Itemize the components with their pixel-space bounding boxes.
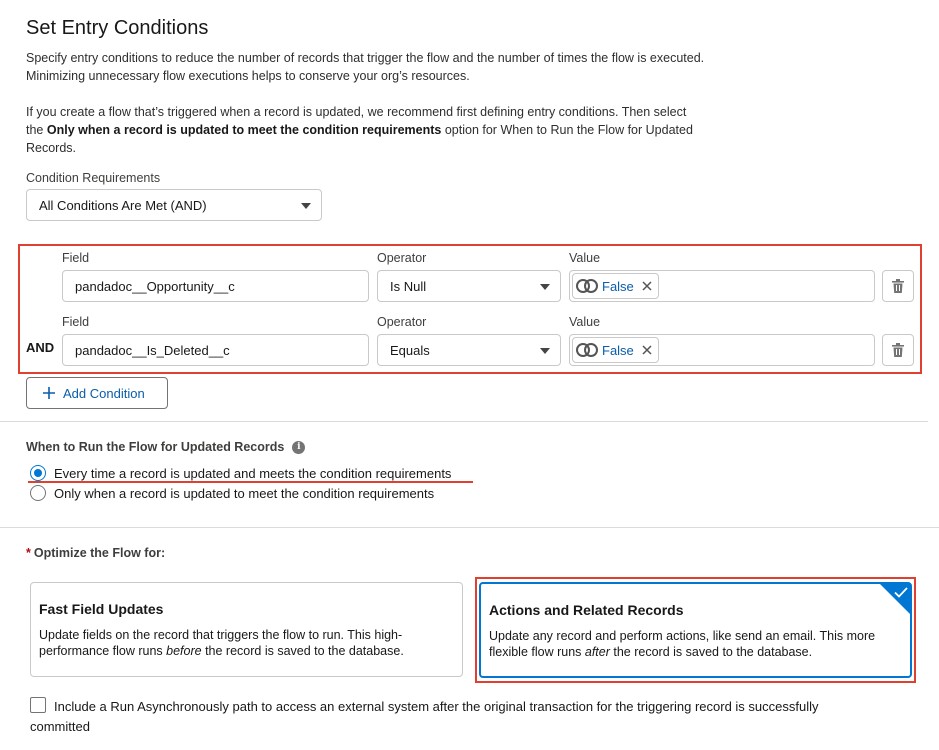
condition-2-operator-value: Equals xyxy=(390,342,430,358)
condition-requirements-select[interactable] xyxy=(26,189,322,221)
recommendation-text-bold: Only when a record is updated to meet the condition requirements xyxy=(46,123,442,137)
condition-requirements-value: All Conditions Are Met (AND) xyxy=(39,197,207,213)
annotation-underline xyxy=(28,481,473,483)
condition-2-field-input[interactable] xyxy=(62,334,369,366)
intro-paragraph: Specify entry conditions to reduce the number of records that trigger the flow and the number of times the flow is executed. Minimizing unnecessary flow executions helps to conserve your org’s resources. xyxy=(26,51,705,83)
condition-2-operator-label: Operator xyxy=(377,315,427,329)
async-checkbox-label: Include a Run Asynchronously path to access an external system after the original transaction for the triggering record is successfully committed xyxy=(30,699,819,734)
caret-down-icon xyxy=(540,348,550,354)
condition-2-value-pill xyxy=(572,337,659,363)
caret-down-icon xyxy=(540,284,550,290)
condition-1-operator-value: Is Null xyxy=(390,278,427,294)
when-to-run-option-1[interactable] xyxy=(30,465,451,481)
condition-2-delete-button[interactable] xyxy=(882,334,914,366)
when-to-run-option-2-label: Only when a record is updated to meet the condition requirements xyxy=(54,485,435,501)
info-icon[interactable]: i xyxy=(292,441,305,454)
required-mark: * xyxy=(26,546,31,560)
condition-1-value-label: Value xyxy=(569,251,601,265)
when-to-run-header xyxy=(26,440,305,454)
card-text-part: Update any record and perform actions, like send an email. This more flexible flow runs xyxy=(489,629,876,659)
boolean-resource-icon xyxy=(576,342,598,358)
optimize-label: Optimize the Flow for: xyxy=(33,546,166,560)
optimize-card-description xyxy=(39,628,454,659)
condition-1-operator-label: Operator xyxy=(377,251,427,265)
condition-1-value-input[interactable] xyxy=(569,270,875,302)
condition-2-value-input[interactable] xyxy=(569,334,875,366)
condition-1-value-pill-label: False xyxy=(602,278,634,294)
card-text-part: the record is saved to the database. xyxy=(609,644,813,659)
condition-2-operator-select[interactable] xyxy=(377,334,561,366)
condition-logic-label: AND xyxy=(26,340,55,355)
optimize-card-title: Actions and Related Records xyxy=(489,602,684,618)
close-icon[interactable] xyxy=(642,281,652,291)
condition-1-delete-button[interactable] xyxy=(882,270,914,302)
condition-2-field-label: Field xyxy=(62,315,90,329)
condition-2-field-value: pandadoc__Is_Deleted__c xyxy=(75,342,230,358)
trash-icon xyxy=(892,279,904,293)
section-divider xyxy=(0,527,939,528)
optimize-card-description xyxy=(489,629,902,660)
add-condition-label: Add Condition xyxy=(63,385,145,401)
condition-1-field-label: Field xyxy=(62,251,90,265)
card-text-part: Update fields on the record that triggers the flow to run. This high-performance flow runs xyxy=(39,628,403,658)
when-to-run-option-1-label: Every time a record is updated and meets the condition requirements xyxy=(54,465,452,481)
caret-down-icon xyxy=(301,203,311,209)
card-text-emphasis: before xyxy=(166,643,202,658)
boolean-resource-icon xyxy=(576,278,598,294)
recommendation-text-before: If you create a flow that’s triggered when a record is updated, we recommend first defining entry conditions. Then select the xyxy=(26,105,687,137)
optimize-label-row xyxy=(26,546,165,560)
condition-1-operator-select[interactable] xyxy=(377,270,561,302)
page-title: Set Entry Conditions xyxy=(26,17,209,39)
trash-icon xyxy=(892,343,904,357)
section-divider xyxy=(0,421,928,422)
condition-1-value-pill xyxy=(572,273,659,299)
card-text-part: the record is saved to the database. xyxy=(201,643,404,658)
recommendation-paragraph xyxy=(26,103,706,157)
condition-1-field-value: pandadoc__Opportunity__c xyxy=(75,278,235,294)
check-icon xyxy=(894,587,908,598)
condition-2-value-pill-label: False xyxy=(602,342,634,358)
close-icon[interactable] xyxy=(642,345,652,355)
add-condition-button[interactable] xyxy=(26,377,168,409)
radio-unselected[interactable] xyxy=(30,485,46,501)
when-to-run-option-2[interactable] xyxy=(30,485,434,501)
condition-2-value-label: Value xyxy=(569,315,601,329)
optimize-card-fast-field-updates[interactable] xyxy=(30,582,463,677)
optimize-card-actions-related-records[interactable] xyxy=(479,582,912,678)
plus-icon xyxy=(43,387,55,399)
card-text-emphasis: after xyxy=(584,644,610,659)
condition-1-field-input[interactable] xyxy=(62,270,369,302)
recommendation-text-after: option for When to Run the Flow for Updated Records. xyxy=(26,123,693,155)
condition-requirements-label: Condition Requirements xyxy=(26,171,161,185)
when-to-run-label: When to Run the Flow for Updated Records xyxy=(26,440,285,454)
radio-selected[interactable] xyxy=(30,465,46,481)
optimize-card-title: Fast Field Updates xyxy=(39,601,164,617)
